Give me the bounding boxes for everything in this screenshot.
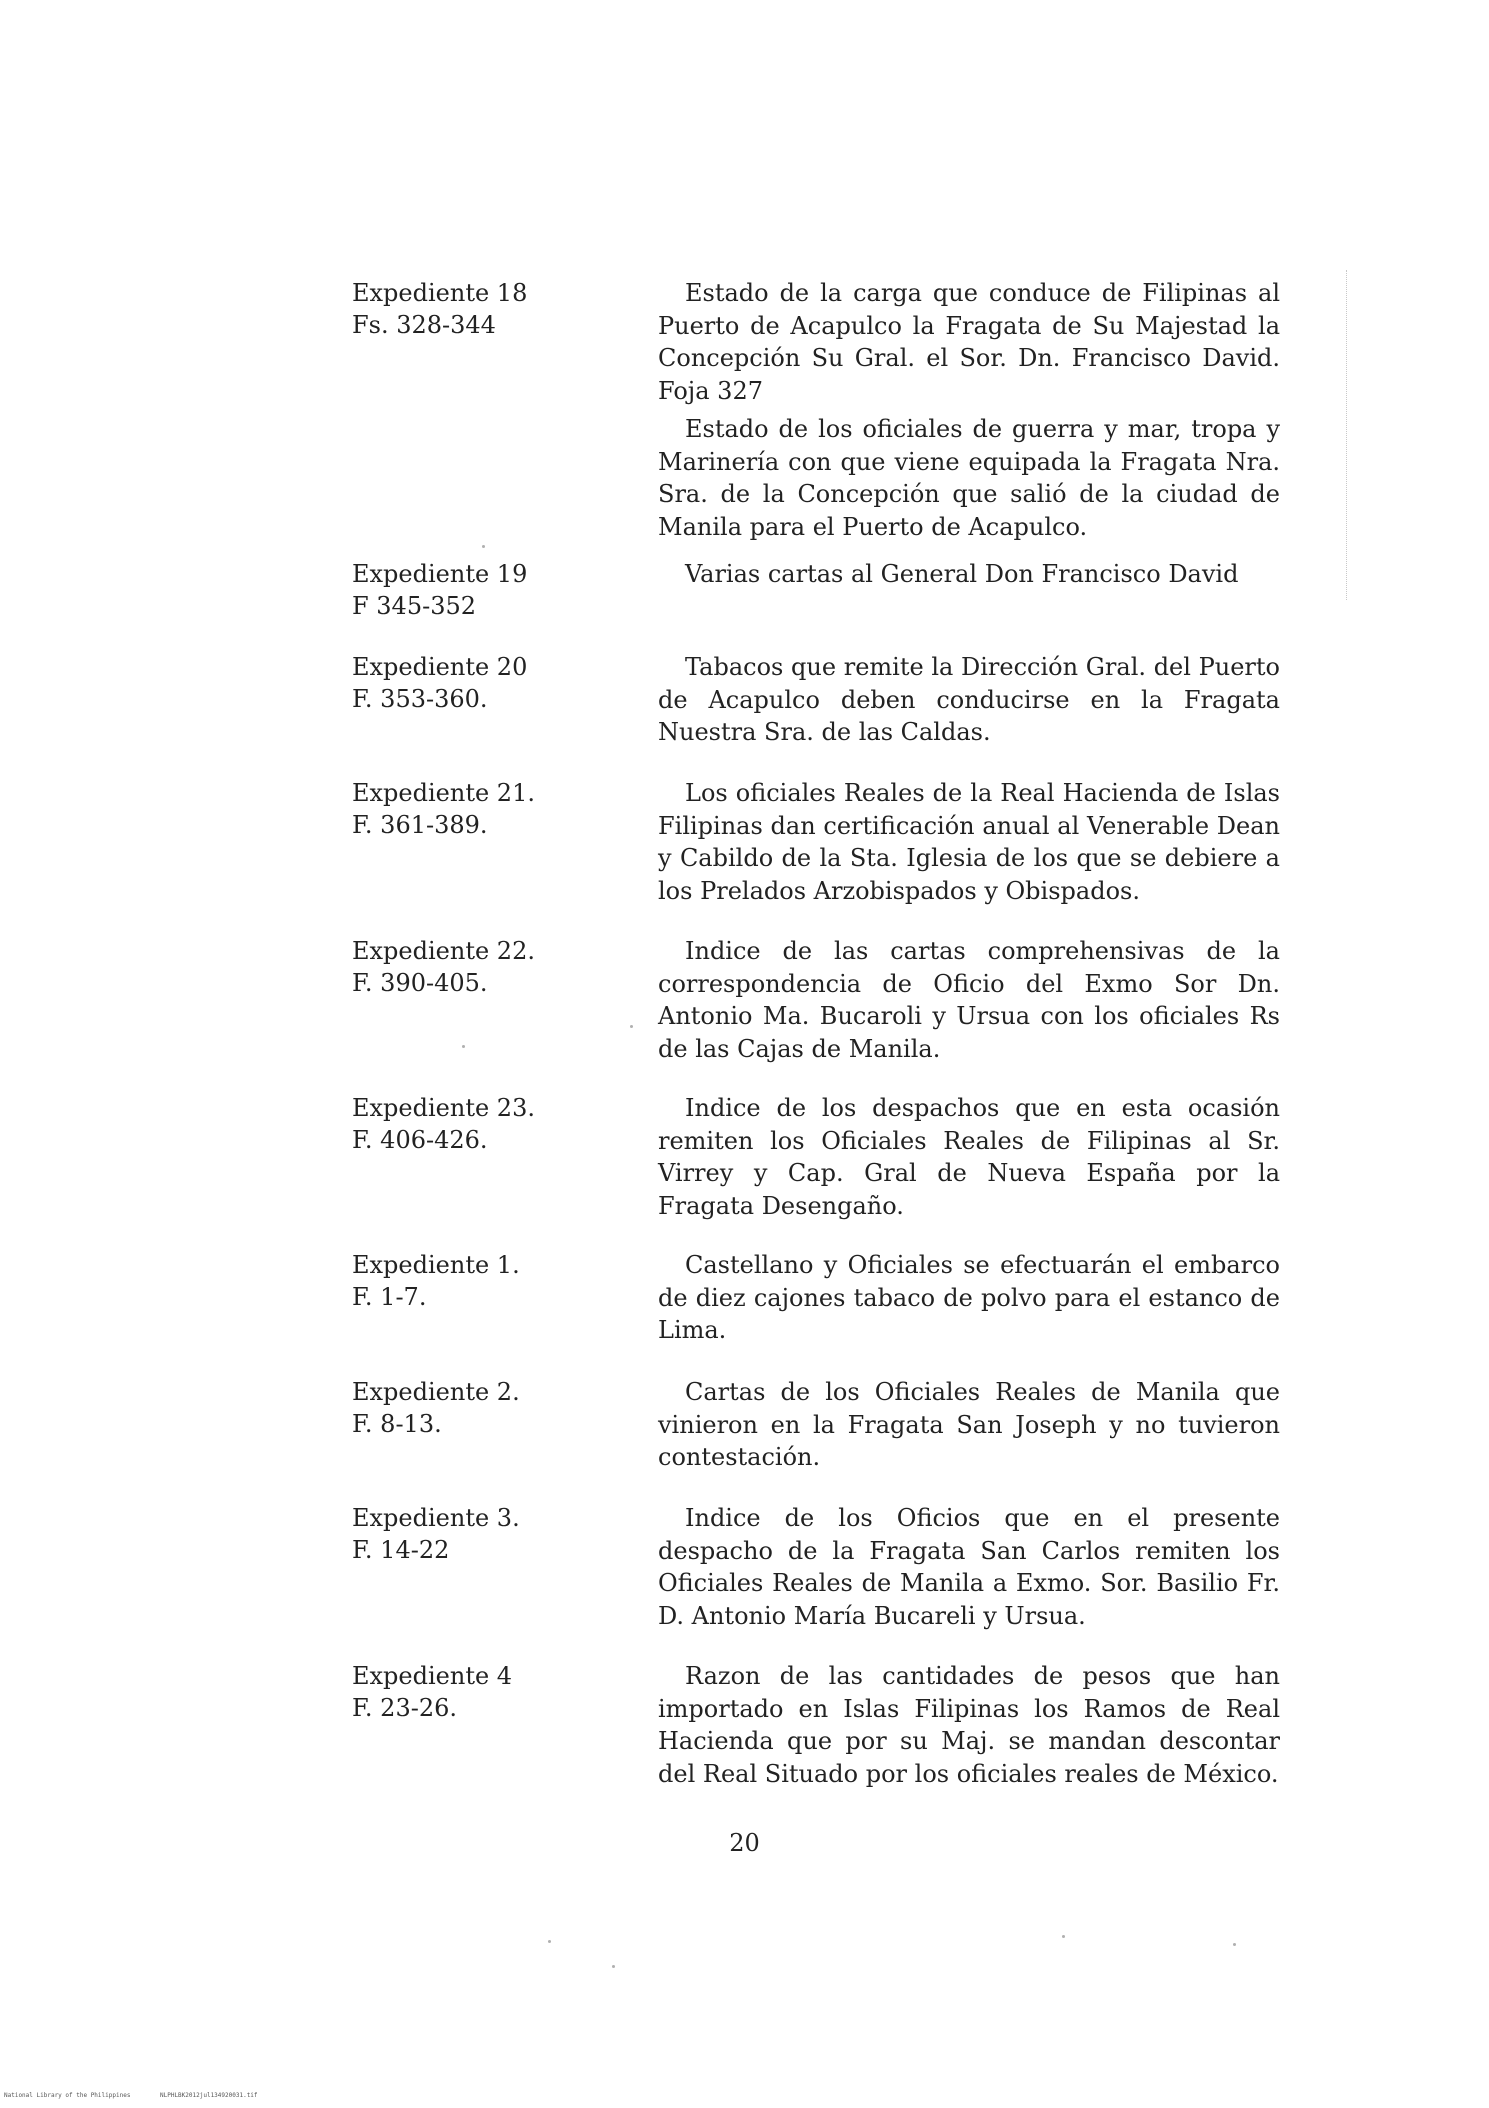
scan-speck — [1233, 1943, 1236, 1946]
expediente-number: Expediente 19 — [352, 560, 528, 588]
footer-source-label: National Library of the Philippines — [4, 2092, 131, 2099]
expediente-number: Expediente 22. — [352, 937, 535, 965]
folio-range: F. 23-26. — [352, 1694, 457, 1722]
description-paragraph: Varias cartas al General Don Francisco David — [685, 560, 1239, 588]
expediente-description — [658, 1249, 1280, 1347]
description-paragraph: Tabacos que remite la Dirección Gral. del Puerto de Acapulco deben conducirse en la Fragata Nuestra Sra. de las Caldas. — [658, 653, 1280, 746]
folio-range: F. 406-426. — [352, 1126, 488, 1154]
expediente-number: Expediente 2. — [352, 1378, 520, 1406]
description-paragraph: Razon de las cantidades de pesos que han importado en Islas Filipinas los Ramos de Real Hacienda que por su Maj. se mandan descontar del Real Situado por los oficiales reales de México. — [658, 1662, 1280, 1788]
expediente-description — [658, 1376, 1280, 1474]
expediente-number: Expediente 4 — [352, 1662, 513, 1690]
scan-edge-mark — [1346, 270, 1348, 600]
expediente-description — [658, 651, 1280, 749]
expediente-number: Expediente 1. — [352, 1251, 520, 1279]
description-paragraph: Castellano y Oficiales se efectuarán el embarco de diez cajones tabaco de polvo para el estanco de Lima. — [658, 1251, 1280, 1344]
expediente-number: Expediente 21. — [352, 779, 535, 807]
scan-speck — [462, 1045, 465, 1048]
expediente-reference — [352, 777, 602, 841]
folio-range: F. 8-13. — [352, 1410, 442, 1438]
description-paragraph: Cartas de los Oficiales Reales de Manila que vinieron en la Fragata San Joseph y no tuvieron contestación. — [658, 1378, 1280, 1471]
page-number: 20 — [729, 1829, 760, 1857]
expediente-reference — [352, 1376, 602, 1440]
expediente-reference — [352, 1660, 602, 1724]
folio-range: F. 14-22 — [352, 1536, 450, 1564]
expediente-description — [658, 277, 1280, 543]
expediente-reference — [352, 1092, 602, 1156]
scan-speck — [482, 545, 485, 548]
expediente-reference — [352, 1249, 602, 1313]
expediente-description — [658, 777, 1280, 907]
description-paragraph: Estado de la carga que conduce de Filipinas al Puerto de Acapulco la Fragata de Su Majestad la Concepción Su Gral. el Sor. Dn. Francisco David. Foja 327 — [658, 279, 1280, 405]
expediente-reference — [352, 277, 602, 341]
folio-range: Fs. 328-344 — [352, 311, 496, 339]
footer-file-label: NLPHLBK2012jul134920031.tif — [160, 2092, 258, 2099]
expediente-description — [658, 935, 1280, 1065]
folio-range: F. 361-389. — [352, 811, 488, 839]
expediente-description — [658, 1092, 1280, 1222]
description-paragraph: Indice de los despachos que en esta ocasión remiten los Oficiales Reales de Filipinas al Sr. Virrey y Cap. Gral de Nueva España por la Fragata Desengaño. — [658, 1094, 1280, 1220]
folio-range: F. 353-360. — [352, 685, 488, 713]
folio-range: F 345-352 — [352, 592, 477, 620]
expediente-number: Expediente 20 — [352, 653, 528, 681]
description-paragraph: Estado de los oficiales de guerra y mar, tropa y Marinería con que viene equipada la Fragata Nra. Sra. de la Concepción que salió de la ciudad de Manila para el Puerto de Acapulco. — [658, 415, 1280, 541]
folio-range: F. 390-405. — [352, 969, 488, 997]
expediente-reference — [352, 651, 602, 715]
scan-speck — [630, 1025, 633, 1028]
folio-range: F. 1-7. — [352, 1283, 427, 1311]
description-paragraph: Indice de los Oficios que en el presente despacho de la Fragata San Carlos remiten los Oficiales Reales de Manila a Exmo. Sor. Basilio Fr. D. Antonio María Bucareli y Ursua. — [658, 1504, 1280, 1630]
expediente-reference — [352, 935, 602, 999]
expediente-description — [658, 558, 1280, 591]
scan-speck — [1062, 1935, 1065, 1938]
description-paragraph: Indice de las cartas comprehensivas de la correspondencia de Oficio del Exmo Sor Dn. Antonio Ma. Bucaroli y Ursua con los oficiales Rs de las Cajas de Manila. — [658, 937, 1280, 1063]
expediente-description — [658, 1660, 1280, 1790]
expediente-description — [658, 1502, 1280, 1632]
description-paragraph: Los oficiales Reales de la Real Hacienda de Islas Filipinas dan certificación anual al Venerable Dean y Cabildo de la Sta. Iglesia de los que se debiere a los Prelados Arzobispados y Obispados. — [658, 779, 1280, 905]
scan-speck — [612, 1965, 615, 1968]
expediente-number: Expediente 18 — [352, 279, 528, 307]
expediente-number: Expediente 3. — [352, 1504, 520, 1532]
expediente-reference — [352, 558, 602, 622]
expediente-number: Expediente 23. — [352, 1094, 535, 1122]
expediente-reference — [352, 1502, 602, 1566]
scan-speck — [548, 1940, 551, 1943]
